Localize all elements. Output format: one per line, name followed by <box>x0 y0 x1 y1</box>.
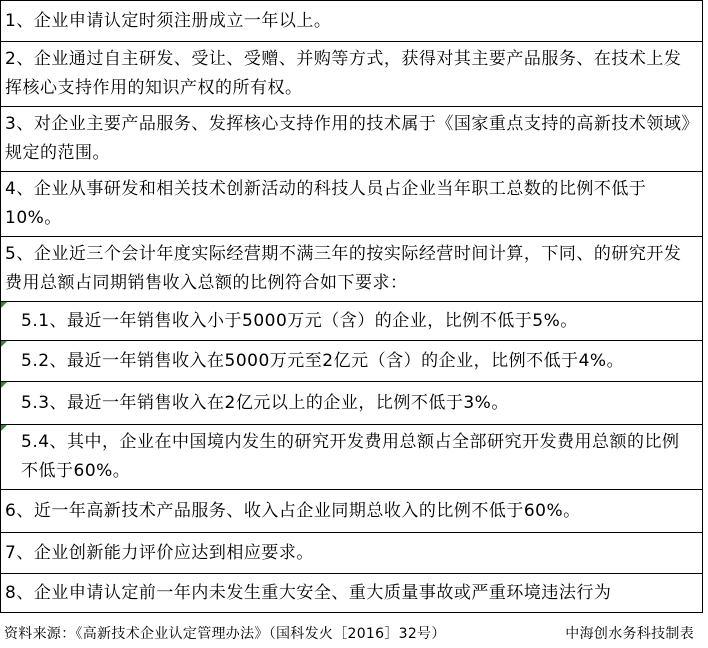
requirement-5-2: 5.2、最近一年销售收入在5000万元至2亿元（含）的企业，比例不低于4%。 <box>1 341 703 382</box>
requirement-2: 2、企业通过自主研发、受让、受赠、并购等方式，获得对其主要产品服务、在技术上发挥核心支持作用的知识产权的所有权。 <box>1 42 703 107</box>
table-row <box>1 1 703 42</box>
table-row <box>1 172 703 237</box>
table-row <box>1 237 703 302</box>
requirement-1: 1、企业申请认定时须注册成立一年以上。 <box>1 1 703 42</box>
requirement-8: 8、企业申请认定前一年内未发生重大安全、重大质量事故或严重环境违法行为 <box>1 574 703 613</box>
requirement-4: 4、企业从事研发和相关技术创新活动的科技人员占企业当年职工总数的比例不低于10%。 <box>1 172 703 237</box>
table-row <box>1 302 703 341</box>
table-row <box>1 42 703 107</box>
requirement-5: 5、企业近三个会计年度实际经营期不满三年的按实际经营时间计算，下同、的研究开发费用总额占同期销售收入总额的比例符合如下要求： <box>1 237 703 302</box>
requirement-5-3: 5.3、最近一年销售收入在2亿元以上的企业，比例不低于3%。 <box>1 382 703 425</box>
table-row <box>1 490 703 533</box>
requirement-5-1: 5.1、最近一年销售收入小于5000万元（含）的企业，比例不低于5%。 <box>1 302 703 341</box>
table-row <box>1 382 703 425</box>
table-row <box>1 533 703 574</box>
requirement-7: 7、企业创新能力评价应达到相应要求。 <box>1 533 703 574</box>
table-row <box>1 341 703 382</box>
credit-note: 中海创水务科技制表 <box>565 626 694 642</box>
requirement-3: 3、对企业主要产品服务、发挥核心支持作用的技术属于《国家重点支持的高新技术领域》规定的范围。 <box>1 107 703 172</box>
table-row <box>1 107 703 172</box>
source-note: 资料来源：《高新技术企业认定管理办法》（国科发火［2016］32号） <box>4 626 446 642</box>
requirement-5-4: 5.4、其中，企业在中国境内发生的研究开发费用总额占全部研究开发费用总额的比例不低于60%。 <box>1 425 703 490</box>
table-row <box>1 574 703 613</box>
table-row <box>1 425 703 490</box>
requirement-6: 6、近一年高新技术产品服务、收入占企业同期总收入的比例不低于60%。 <box>1 490 703 533</box>
table-footer <box>4 622 694 644</box>
